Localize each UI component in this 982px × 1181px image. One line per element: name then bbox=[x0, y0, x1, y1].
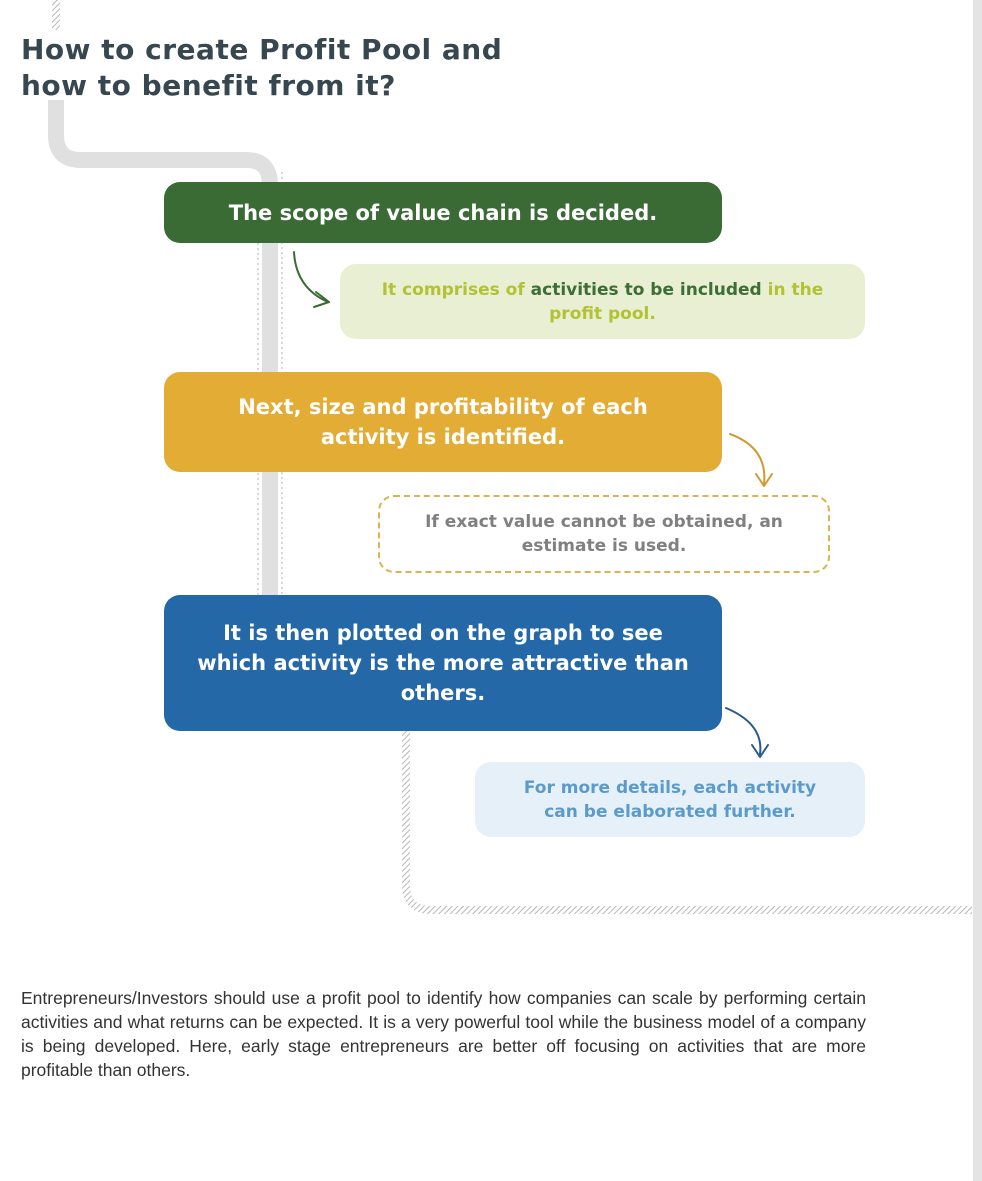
track-gray-line bbox=[56, 100, 270, 600]
step-1-note-part-1: It comprises of bbox=[381, 279, 531, 300]
step-1-box: The scope of value chain is decided. bbox=[164, 182, 722, 243]
step-3-note: For more details, each activity can be elaborated further. bbox=[475, 762, 865, 837]
title-line-1: How to create Profit Pool and bbox=[21, 33, 503, 66]
summary-paragraph: Entrepreneurs/Investors should use a profit pool to identify how companies can scale by performing certain activities and what returns can be expected. It is a very powerful tool while the business model of a company is being developed. Here, early stage entrepreneurs are better off focusing on activities that are more profitable than others. bbox=[21, 988, 866, 1080]
step-3-box: It is then plotted on the graph to see which activity is the more attractive than others. bbox=[164, 595, 722, 731]
step-2-box: Next, size and profitability of each activity is identified. bbox=[164, 372, 722, 472]
title-line-2: how to benefit from it? bbox=[21, 69, 396, 102]
step-1-note-part-3: in the profit pool. bbox=[549, 279, 824, 324]
step-1-note-highlight: activities to be included bbox=[530, 279, 762, 300]
step-2-note: If exact value cannot be obtained, an estimate is used. bbox=[378, 495, 830, 573]
step-1-note bbox=[340, 264, 865, 339]
page-title bbox=[21, 32, 502, 104]
